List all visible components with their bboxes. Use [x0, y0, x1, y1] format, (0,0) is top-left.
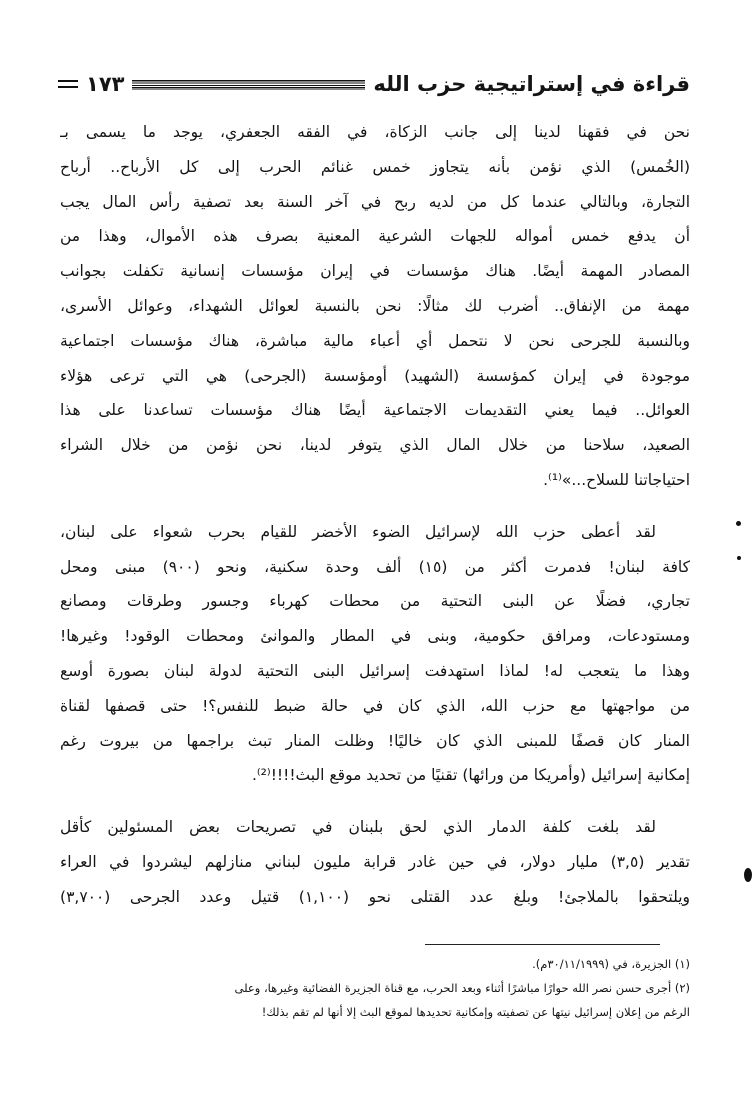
- text-line: موجودة في إيران كمؤسسة (الشهيد) أومؤسسة (الجرحى) هي التي ترعى هؤلاء: [60, 366, 690, 385]
- header-rule: [132, 80, 365, 90]
- text-line: لقد أعطى حزب الله لإسرائيل الضوء الأخضر للقيام بحرب شعواء على لبنان،: [60, 522, 656, 541]
- body-text: [60, 115, 690, 915]
- text-line: تجاري، فضلًا عن البنى التحتية من محطات كهرباء وجسور وطرقات ومصانع: [60, 592, 690, 611]
- scan-speck: [736, 521, 741, 526]
- header-title: قراءة في إستراتيجية حزب الله: [373, 72, 690, 96]
- text-line: تقدير (٣,٥) مليار دولار، في حين غادر قرابة مليون لبناني منازلهم ليشردوا في العراء: [60, 852, 690, 871]
- text-line: ويلتحقوا بالملاجئ! وبلغ عدد القتلى نحو (١,١٠٠) قتيل وعدد الجرحى (٣,٧٠٠): [60, 887, 690, 906]
- running-header: [58, 62, 690, 106]
- text-line: نحن في فقهنا لدينا إلى جانب الزكاة، في الفقه الجعفري، يوجد ما يسمى بـ: [60, 123, 690, 141]
- scan-speck: [737, 556, 741, 560]
- text-line: كافة لبنان! فدمرت أكثر من (١٥) ألف وحدة سكنية، ونحو (٩٠٠) مبنى ومحل: [60, 557, 690, 576]
- text-line: المصادر المهمة أيضًا. هناك مؤسسات في إيران مؤسسات إنسانية تكفلت بجوانب: [60, 262, 690, 281]
- header-dash: [58, 80, 78, 88]
- paragraph: [60, 115, 690, 498]
- text-line: وبالنسبة للجرحى نحن لا نتحمل أي أعباء مالية مباشرة، هناك مؤسسات اجتماعية: [60, 331, 690, 350]
- paragraph: [60, 515, 690, 793]
- footnote-line: (٢) أجرى حسن نصر الله حوارًا مباشرًا أثناء وبعد الحرب، مع قناة الجزيرة الفضائية وغيرها، وعلى: [234, 981, 690, 995]
- text-line: إمكانية إسرائيل (وأمريكا من ورائها) تقنيًا من تحديد موقع البث!!!!⁽²⁾.: [251, 766, 690, 785]
- text-line: ومستودعات، ومرافق حكومية، وبنى في المطار والموانئ ومحطات الوقود! وغيرها!: [60, 627, 690, 646]
- footnote-line: (١) الجزيرة، في (٣٠/١١/١٩٩٩م).: [532, 957, 690, 971]
- text-line: وهذا ما يتعجب له! لماذا استهدفت إسرائيل البنى التحتية لدولة لبنان بصورة أوسع: [60, 661, 690, 680]
- text-line: من مواجهتها مع حزب الله، الذي كان في حالة ضبط للنفس؟! حتى قصفها لقناة: [60, 696, 690, 715]
- scan-speck: [744, 868, 752, 882]
- text-line: لقد بلغت كلفة الدمار الذي لحق بلبنان في تصريحات بعض المسئولين كأقل: [60, 818, 656, 837]
- page-number: ١٧٣: [86, 72, 125, 96]
- text-line: الصعيد، سلاحنا من خلال المال الذي يتوفر لدينا، نحن نؤمن من خلال الشراء: [60, 436, 690, 455]
- text-line: المنار كان قصفًا للمبنى الذي كان خاليًا! وظلت المنار تبث براجمها من بيروت رغم: [60, 731, 690, 750]
- text-line: (الخُمس) الذي نؤمن بأنه يتجاوز خمس غنائم الحرب إلى كل الأرباح.. أرباح: [60, 157, 690, 176]
- text-line: التجارة، وبالتالي عندما كل من لديه ربح في آخر السنة بعد تصفية رأس المال يجب: [60, 192, 690, 211]
- footnotes: [60, 952, 690, 1024]
- text-line: أن يدفع خمس أمواله للجهات الشرعية المعنية بصرف هذه الأموال، وهذا من: [60, 227, 690, 246]
- paragraph: [60, 810, 690, 914]
- footnote-line: الرغم من إعلان إسرائيل نيتها عن تصفيته وإمكانية تحديدها لموقع البث إلا أنها لم تقم بذلك!: [261, 1005, 690, 1019]
- text-line: احتياجاتنا للسلاح...»⁽¹⁾.: [543, 470, 690, 489]
- text-line: العوائل.. فيما يعني التقديمات الاجتماعية أيضًا هناك مؤسسات تساعدنا على هذا: [60, 401, 690, 420]
- text-line: مهمة من الإنفاق.. أضرب لك مثالًا: نحن بالنسبة لعوائل الشهداء، وعوائل الأسرى،: [60, 296, 690, 315]
- footnote-separator: [425, 944, 660, 945]
